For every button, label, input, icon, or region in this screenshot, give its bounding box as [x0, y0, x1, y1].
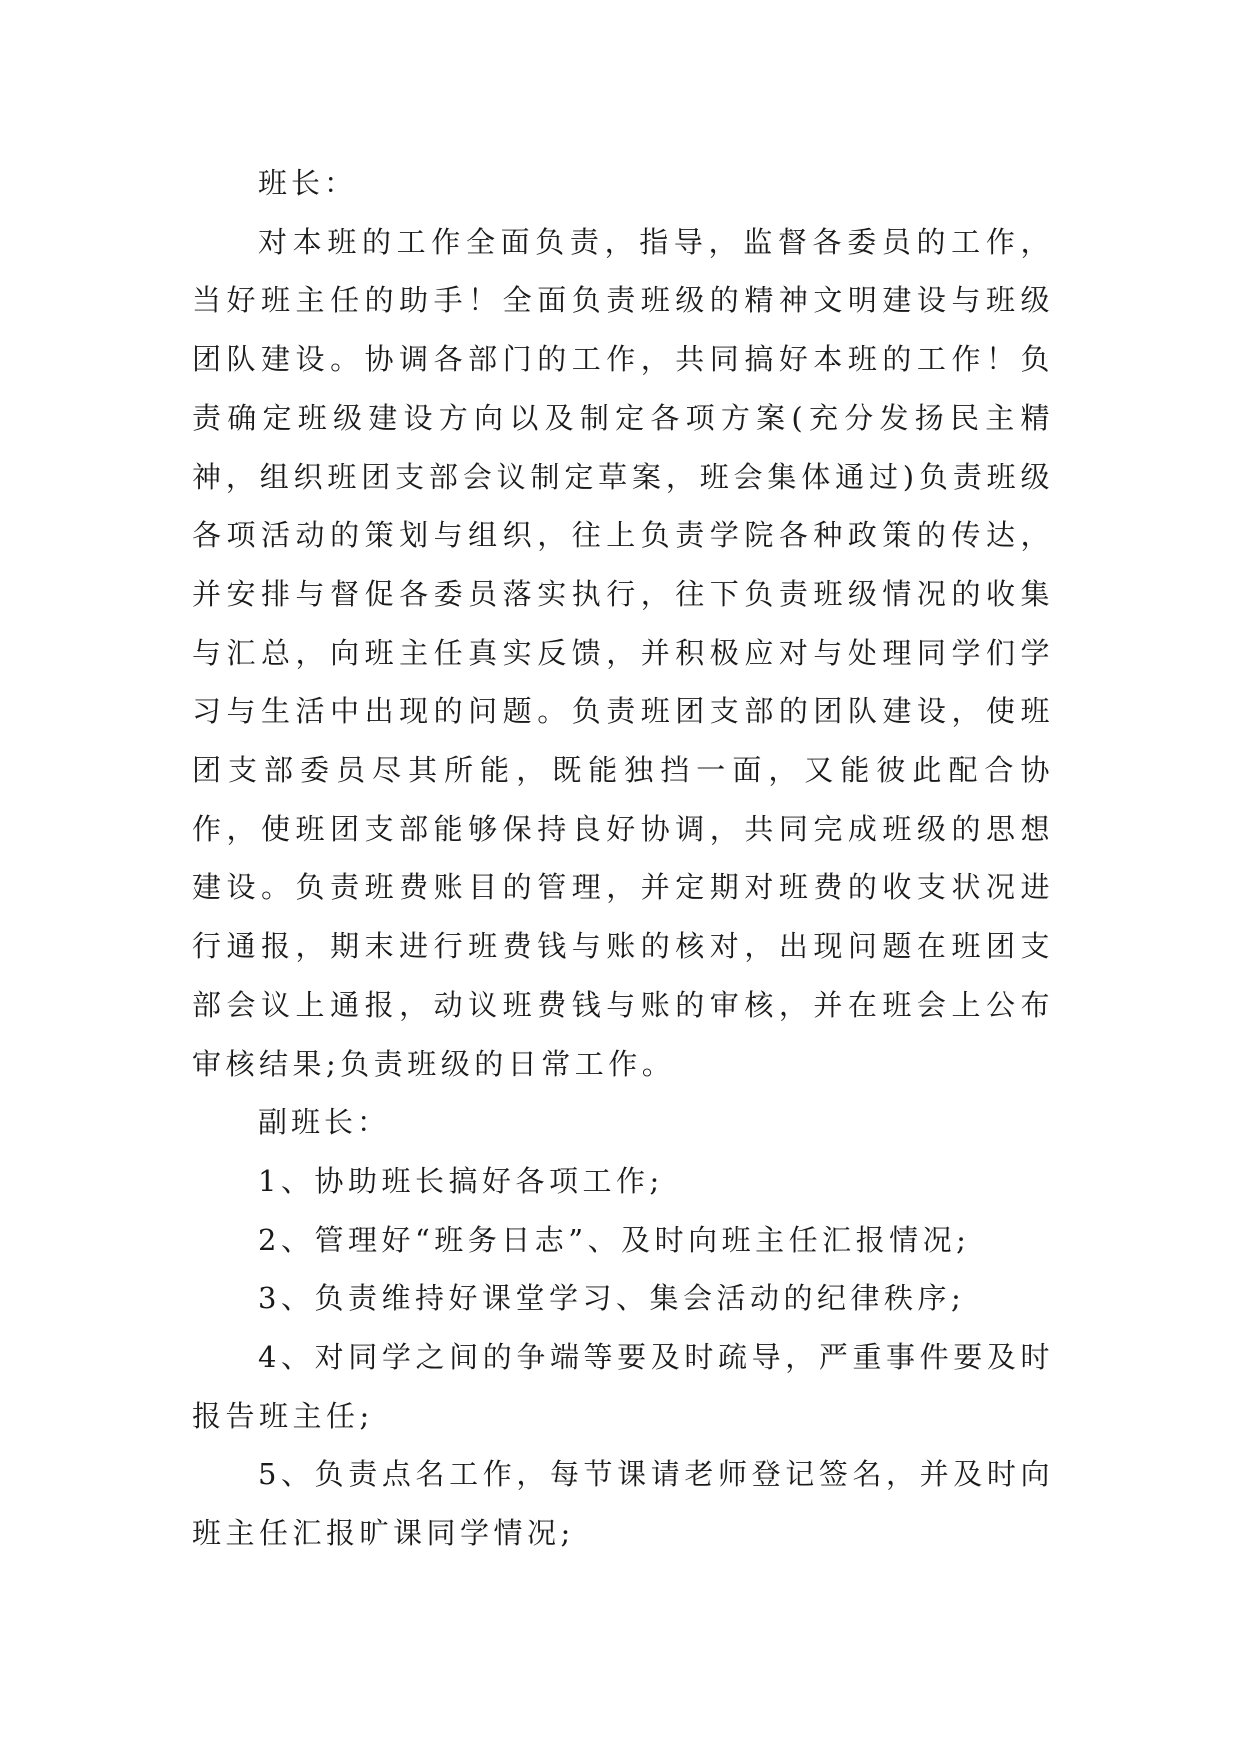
vice-monitor-item-3: 3、负责维持好课堂学习、集会活动的纪律秩序;: [258, 1281, 966, 1316]
vice-monitor-item-5: 5、负责点名工作，每节课请老师登记签名，并及时向班主任汇报旷课同学情况;: [192, 1457, 1054, 1551]
monitor-duties-paragraph: 对本班的工作全面负责，指导，监督各委员的工作，当好班主任的助手！全面负责班级的精神文明建设与班级团队建设。协调各部门的工作，共同搞好本班的工作！负责确定班级建设方向以及制定各项方案(充分发扬民主精神，组织班团支部会议制定草案，班会集体通过)负责班级各项活动的策划与组织，往上负责学院各种政策的传达，并安排与督促各委员落实执行，往下负责班级情况的收集与汇总，向班主任真实反馈，并积极应对与处理同学们学习与生活中出现的问题。负责班团支部的团队建设，使班团支部委员尽其所能，既能独挡一面，又能彼此配合协作，使班团支部能够保持良好协调，共同完成班级的思想建设。负责班费账目的管理，并定期对班费的收支状况进行通报，期末进行班费钱与账的核对，出现问题在班团支部会议上通报，动议班费钱与账的审核，并在班会上公布审核结果;负责班级的日常工作。: [192, 224, 1054, 1081]
vice-monitor-item-1: 1、协助班长搞好各项工作;: [258, 1163, 664, 1198]
section-heading-monitor: 班长：: [258, 166, 358, 200]
document-body: [192, 154, 1054, 1563]
vice-monitor-item-4: 4、对同学之间的争端等要及时疏导，严重事件要及时报告班主任;: [192, 1340, 1054, 1433]
vice-monitor-item-2: 2、管理好“班务日志”、及时向班主任汇报情况;: [258, 1222, 971, 1257]
section-heading-vice-monitor: 副班长：: [258, 1105, 391, 1140]
